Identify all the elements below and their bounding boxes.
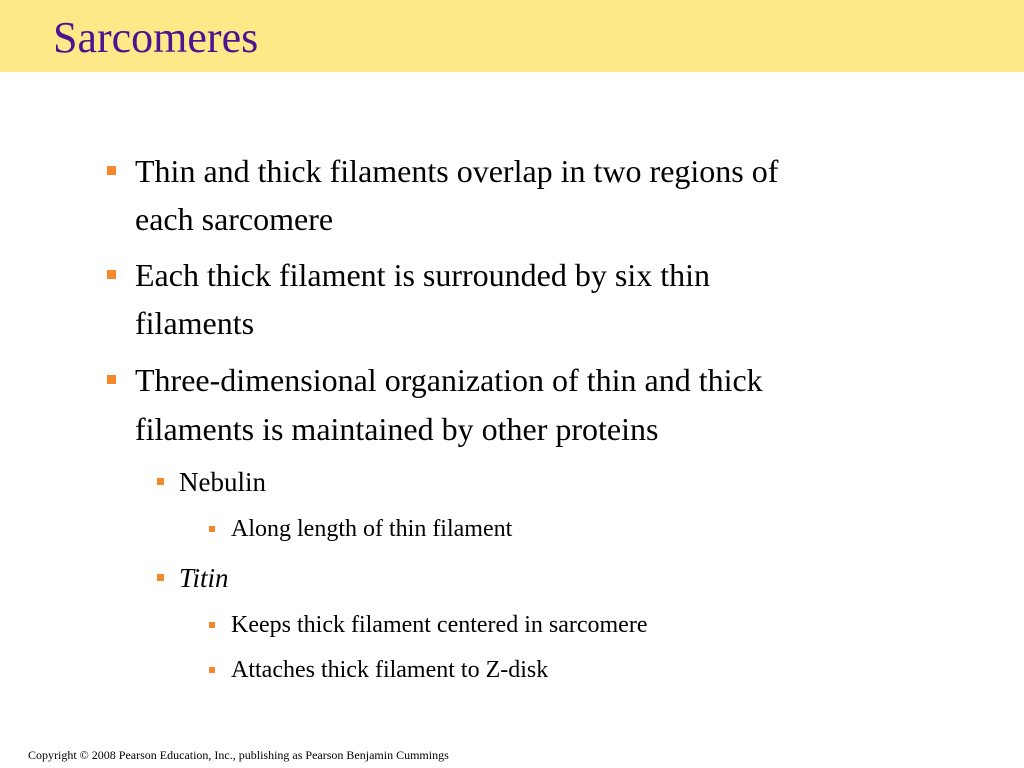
square-bullet-icon bbox=[209, 667, 215, 673]
bullet-text-continued: filaments is maintained by other proteins bbox=[135, 411, 659, 447]
bullet-text-continued: each sarcomere bbox=[135, 201, 334, 237]
bullet-text: Three-dimensional organization of thin and thick bbox=[135, 362, 763, 398]
square-bullet-icon bbox=[157, 478, 164, 485]
bullet-text: Each thick filament is surrounded by six thin bbox=[135, 257, 710, 293]
sub-bullet-text: Nebulin bbox=[179, 467, 266, 497]
copyright-footer: Copyright © 2008 Pearson Education, Inc., publishing as Pearson Benjamin Cummings bbox=[28, 748, 449, 762]
sub-bullet-text: Titin bbox=[179, 563, 229, 593]
sub-sub-bullet-text: Attaches thick filament to Z-disk bbox=[231, 657, 549, 683]
square-bullet-icon bbox=[107, 270, 116, 279]
square-bullet-icon bbox=[209, 622, 215, 628]
square-bullet-icon bbox=[209, 526, 215, 532]
bullet-text: Thin and thick filaments overlap in two regions of bbox=[135, 153, 779, 189]
square-bullet-icon bbox=[157, 574, 164, 581]
square-bullet-icon bbox=[107, 375, 116, 384]
sub-sub-bullet-text: Keeps thick filament centered in sarcomere bbox=[231, 612, 648, 638]
square-bullet-icon bbox=[107, 166, 116, 175]
bullet-text-continued: filaments bbox=[135, 305, 255, 341]
slide-title: Sarcomeres bbox=[53, 13, 259, 62]
sub-sub-bullet-text: Along length of thin filament bbox=[231, 516, 513, 542]
